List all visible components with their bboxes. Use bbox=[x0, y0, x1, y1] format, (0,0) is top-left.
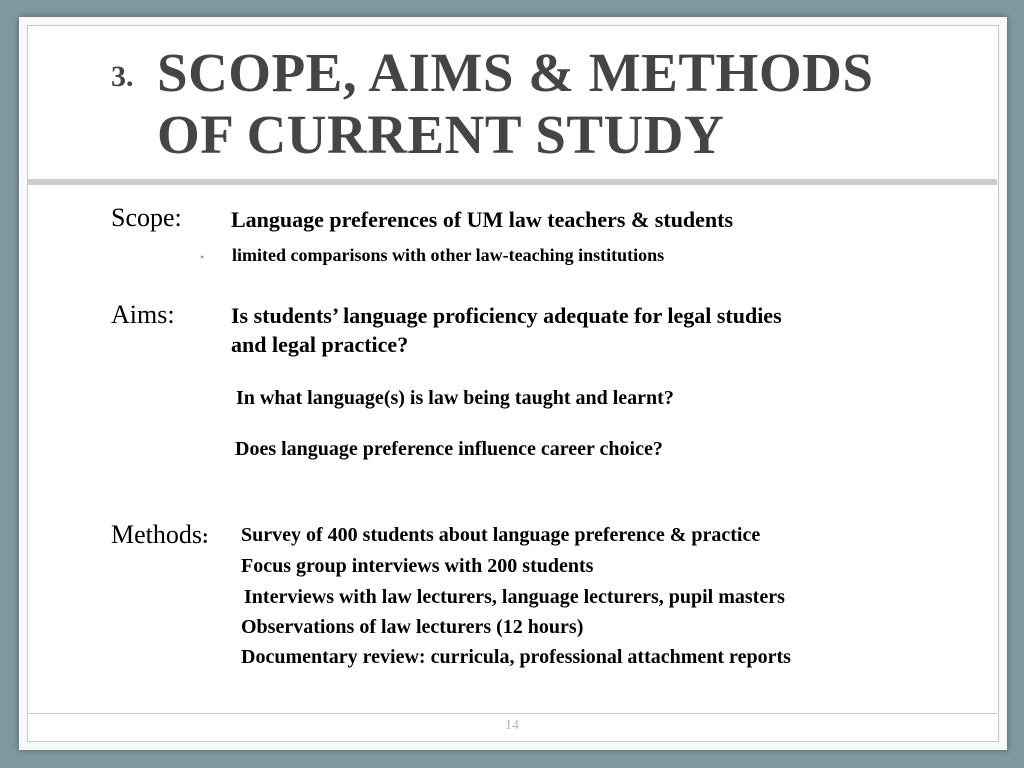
bullet-icon: • bbox=[200, 250, 205, 264]
methods-label-text: Methods bbox=[111, 520, 202, 549]
title-divider bbox=[27, 179, 997, 185]
aims-label: Aims: bbox=[111, 300, 175, 329]
page-number: 14 bbox=[505, 718, 519, 733]
footer-divider bbox=[27, 713, 997, 714]
title-number: 3. bbox=[111, 60, 134, 93]
aims-question-3: Does language preference influence career choice? bbox=[235, 438, 663, 460]
methods-label-colon: : bbox=[202, 526, 209, 548]
aims-question-2: In what language(s) is law being taught and learnt? bbox=[236, 387, 674, 409]
methods-item: Focus group interviews with 200 students bbox=[241, 555, 594, 577]
scope-text: Language preferences of UM law teachers & students bbox=[231, 207, 734, 232]
scope-subpoint: limited comparisons with other law-teaching institutions bbox=[232, 245, 665, 265]
slide-title bbox=[157, 42, 957, 166]
methods-item: Observations of law lecturers (12 hours) bbox=[241, 616, 584, 638]
methods-label bbox=[111, 520, 209, 550]
methods-item: Survey of 400 students about language preference & practice bbox=[241, 524, 761, 546]
methods-item: Documentary review: curricula, professional attachment reports bbox=[241, 646, 791, 668]
aims-question-1-line-2: and legal practice? bbox=[231, 332, 409, 357]
title-line-2: OF CURRENT STUDY bbox=[157, 104, 725, 165]
title-line-1: SCOPE, AIMS & METHODS bbox=[157, 42, 874, 103]
scope-label: Scope: bbox=[111, 203, 182, 232]
methods-item: Interviews with law lecturers, language lecturers, pupil masters bbox=[244, 586, 785, 608]
aims-question-1-line-1: Is students’ language proficiency adequate for legal studies bbox=[231, 303, 782, 328]
